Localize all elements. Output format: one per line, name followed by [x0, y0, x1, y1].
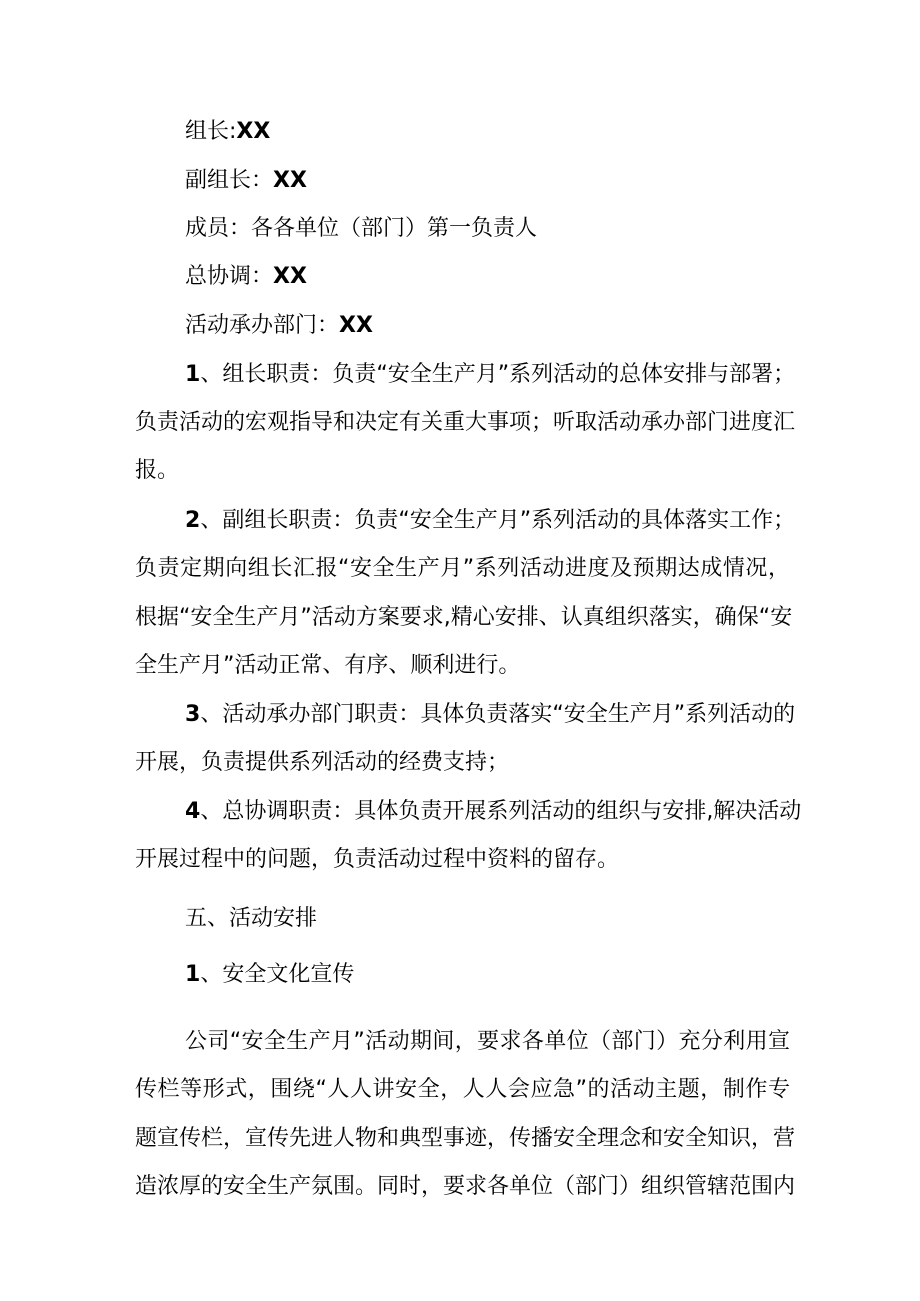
duty-4-line-2: 开展过程中的问题，负责活动过程中资料的留存。 — [135, 847, 620, 872]
duty-4-line-1 — [185, 797, 801, 827]
culture-para-line-3: 题宣传栏，宣传先进人物和典型事迹，传播安全理念和安全知识，营 — [135, 1126, 796, 1151]
culture-para-line-2: 传栏等形式，围绕“人人讲安全，人人会应急”的活动主题，制作专 — [135, 1077, 790, 1102]
members-line: 成员：各各单位（部门）第一负责人 — [185, 216, 538, 241]
team-leader-line — [185, 117, 270, 147]
duty-3-line-1 — [185, 700, 795, 730]
item-number: 1 — [185, 962, 201, 987]
section-heading: 五、活动安排 — [185, 906, 318, 931]
item-text: 、副组长职责：负责“安全生产月”系列活动的具体落实工作； — [200, 508, 796, 533]
deputy-leader-line — [185, 166, 307, 196]
line-value: XX — [273, 264, 307, 289]
item-text: 、组长职责：负责“安全生产月”系列活动的总体安排与部署； — [200, 362, 796, 387]
culture-para-line-4: 造浓厚的安全生产氛围。同时，要求各单位（部门）组织管辖范围内 — [135, 1174, 796, 1199]
duty-1-line-2: 负责活动的宏观指导和决定有关重大事项；听取活动承办部门进度汇 — [135, 410, 796, 435]
culture-para-line-1: 公司“安全生产月”活动期间，要求各单位（部门）充分利用宣 — [185, 1029, 790, 1054]
duty-1-line-1 — [185, 360, 795, 390]
item-number: 4 — [185, 799, 201, 824]
line-value: XX — [236, 119, 271, 144]
coordinator-line — [185, 262, 307, 292]
line-label: 组长: — [185, 119, 237, 144]
line-value: XX — [273, 168, 307, 193]
line-value: XX — [339, 313, 373, 338]
item-text: 、安全文化宣传 — [200, 962, 355, 987]
line-label: 活动承办部门： — [185, 313, 340, 338]
subsection-heading — [185, 960, 354, 990]
item-text: 、活动承办部门职责：具体负责落实“安全生产月”系列活动的 — [200, 702, 796, 727]
item-number: 1 — [185, 362, 201, 387]
line-label: 总协调： — [185, 264, 274, 289]
duty-2-line-2: 负责定期向组长汇报“安全生产月”系列活动进度及预期达成情况， — [135, 556, 790, 581]
host-department-line — [185, 311, 373, 341]
item-text: 、总协调职责：具体负责开展系列活动的组织与安排,解决活动 — [200, 799, 802, 824]
duty-2-line-3: 根据“安全生产月”活动方案要求,精心安排、认真组织落实，确保“安 — [135, 605, 793, 630]
line-label: 副组长： — [185, 168, 274, 193]
duty-2-line-4: 全生产月”活动正常、有序、顺利进行。 — [135, 653, 521, 678]
duty-1-line-3: 报。 — [135, 458, 180, 483]
duty-2-line-1 — [185, 506, 795, 536]
item-number: 2 — [185, 508, 201, 533]
item-number: 3 — [185, 702, 201, 727]
duty-3-line-2: 开展，负责提供系列活动的经费支持； — [135, 750, 510, 775]
